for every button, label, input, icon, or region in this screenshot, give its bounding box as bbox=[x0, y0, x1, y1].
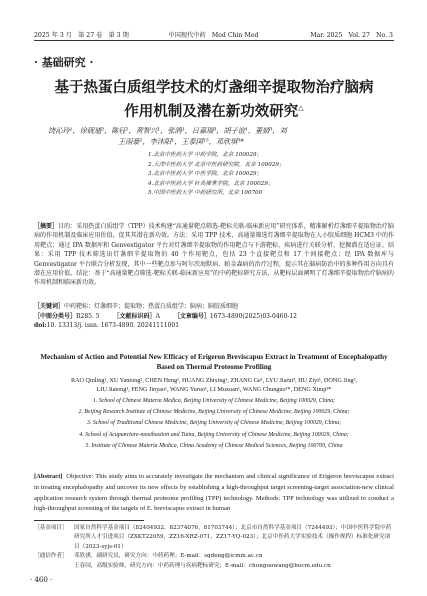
chinese-abstract bbox=[34, 222, 394, 288]
english-abstract-label: [Abstract] bbox=[34, 473, 63, 480]
doi-label: doi: bbox=[34, 322, 47, 330]
keywords-block bbox=[34, 302, 394, 331]
clc-label: ［中图分类号］ bbox=[34, 312, 77, 320]
page-number: · 460 · bbox=[30, 576, 53, 584]
affiliation-3: 3.北京中医药大学 中医学院，北京 100029； bbox=[148, 171, 263, 178]
english-abstract bbox=[34, 472, 394, 515]
doccode-label: ［文献标识码］ bbox=[113, 312, 156, 320]
english-title-line-1: Mechanism of Action and Potential New Efficacy of Erigeron Breviscapus Extract in Treatment of Encephalopathy bbox=[40, 353, 388, 361]
authors-line-1: 饶沁玲¹，徐砚通²，陈钰¹，黄智兴¹，张鸽¹，吕嘉瑞³，胡子谊¹，董婧³，刘 bbox=[48, 126, 287, 135]
correspondence-text-2: 王春国，高级实验师，研究方向：中药药理与疾病靶标研究；E-mail：chunguowang@bucm.edu.cn bbox=[74, 562, 331, 569]
affiliation-4: 4.北京中医药大学 针灸推拿学院，北京 100029； bbox=[148, 180, 274, 187]
english-authors-line-1: RAO Qinling¹, XU Yantong², CHEN Heng¹, HUANG Zhixing¹, ZHANG Ge¹, LYU Jiarui³, HU Ziyi¹, DONG Jing³, bbox=[70, 377, 358, 384]
title-mark: △ bbox=[298, 103, 304, 112]
english-affiliation-5: 5. Institute of Chinese Materia Medica, China Academy of Chinese Medical Sciences, Beijing 100700, China bbox=[85, 442, 343, 449]
header-rule bbox=[34, 40, 394, 41]
english-affiliations bbox=[34, 396, 394, 452]
fund-text: 国家自然科学基金项目（82404932，82374076，81703744）；北京市自然科学基金项目（7244493）；中国中医科学院中药研究所人才引进项目（ZXKT22059，ZZ16-XRZ-071，ZZ17-YQ-023）；北京中医药大学实验技术（操作规程）标准化研究项目（2023-syjs-01） bbox=[74, 525, 392, 550]
articleno-label: ［文章编号］ bbox=[173, 312, 210, 320]
affiliations bbox=[148, 151, 388, 199]
abstract-text: 目的：采用热蛋白质组学（TPP）技术构建“高通量靶点筛选-靶标关联-临床新应用”研究体系，精准解析灯盏细辛提取物治疗脑病的作用机制及临床应用价值，促其其潜在新功效。方法：采用 TPP 技术，高通量筛选灯盏细辛提取物在人小胶质细胞 HCM3 中的作用靶点；通过 IPA 数据库和 Genvestigator 平台对灯盏细辛提取物的作用靶点与下游靶标、疾病进行关联分析，挖掘潜在适应证。结果：采用 TPP 技术筛选出灯盏细辛提取物的 40 个作用靶点，包括 23 个直接靶点和 17 个间接靶点；经 IPA 数据库与 Genvestigator 平台联合分析发现，其中一些靶点参与阿尔茨海默病、帕金森病的治疗过程，提示其在脑病防治中的多种作用方向具有潜在应用价值。结论：基于“高通量靶点筛选-靶标关联-临床新应用”的中药靶标研究方法，从靶标层面阐明了灯盏细辛提取物治疗脑病的作用机制和临床新功效。 bbox=[34, 223, 394, 287]
fund-label: ［基金项目］ bbox=[34, 525, 68, 531]
section-label: · 基础研究 · bbox=[34, 56, 94, 69]
abstract-label: ［摘要］ bbox=[34, 223, 59, 230]
correspondence-label: ［通信作者］ bbox=[34, 553, 68, 560]
doi-link[interactable]: 10. 13313/j. issn. 1673-4890. 20241111001 bbox=[46, 322, 180, 330]
authors bbox=[48, 126, 388, 147]
affiliation-1: 1.北京中医药大学 中药学院，北京 100029； bbox=[148, 152, 263, 158]
articleno-value: 1673-4890(2025)03-0460-12 bbox=[209, 312, 297, 320]
clc-value: R285. 5 bbox=[76, 312, 100, 320]
authors-line-2: 王雨豪¹，李沐阳¹，王泰国¹⁵，邓欣琪³* bbox=[118, 136, 244, 146]
footnote-rule bbox=[34, 520, 144, 521]
footnotes bbox=[34, 524, 394, 571]
english-affiliation-2: 2. Beijing Research Institute of Chinese Medicine, Beijing University of Chinese Medicine, Beijing 100029, China; bbox=[78, 409, 350, 416]
keywords-label: ［关键词］ bbox=[34, 303, 65, 310]
keywords-text: 中药靶标；灯盏细辛；提取物；热蛋白质组学；脑病；脑胶质细胞 bbox=[64, 303, 239, 310]
header-issue-en: Mar. 2025 Vol. 27 No. 3 bbox=[310, 32, 393, 39]
paper-title-line-1: 基于热蛋白质组学技术的灯盏细辛提取物治疗脑病 bbox=[54, 79, 374, 96]
english-authors-line-2: LIU Jiatong³, FENG Jinyao¹, WANG Yuruo¹, LI Muxuan¹, WANG Chunguo¹*, DENG Xinqi³* bbox=[96, 386, 332, 393]
correspondence-text-1: 邓欣祺，副研究员，研究方向：中药药理；E-mail：sqdeng@icmm.ac.cn bbox=[74, 553, 263, 560]
affiliation-5: 5.中国中医药大学 中药研究所，北京 100700 bbox=[148, 190, 263, 197]
header-issue-cn: 2025 年 3 月 第 27 卷 第 3 期 bbox=[34, 32, 129, 39]
header-journal: 中国现代中药 Mod Chin Med bbox=[168, 32, 259, 39]
english-abstract-text: Objective: This study aims to accurately investigate the mechanism and clinical significance of Erigeron breviscapus extract in treating encephalopathy and uncover its new effects by establishing a high-throughput target screening-target association-new clinical application research system through thermal proteome profiling (TPP) technology. Methods: TPP technology was utilized to conduct a high-throughput screening of the targets of E. breviscapus extract in human bbox=[34, 473, 395, 513]
english-title bbox=[34, 352, 394, 372]
english-affiliation-4: 4. School of Acupuncture-moxibustion and Tuina, Beijing University of Chinese Medicine, Beijing 100029, China; bbox=[79, 431, 349, 438]
doccode-value: A bbox=[155, 312, 160, 320]
english-authors bbox=[34, 376, 394, 394]
english-title-line-2: Based on Thermal Proteome Profiling bbox=[156, 363, 272, 371]
english-affiliation-1: 1. School of Chinese Materia Medica, Beijing University of Chinese Medicine, Beijing 100029, China; bbox=[92, 398, 336, 404]
english-affiliation-3: 3. School of Traditional Chinese Medicine, Beijing University of Chinese Medicine, Beijing 100029, China; bbox=[86, 420, 342, 427]
affiliation-2: 2.天津中医药大学 北京中医药研究院，北京 100029； bbox=[148, 161, 285, 168]
paper-title-line-2: 作用机制及潜在新功效研究△ bbox=[124, 102, 304, 120]
